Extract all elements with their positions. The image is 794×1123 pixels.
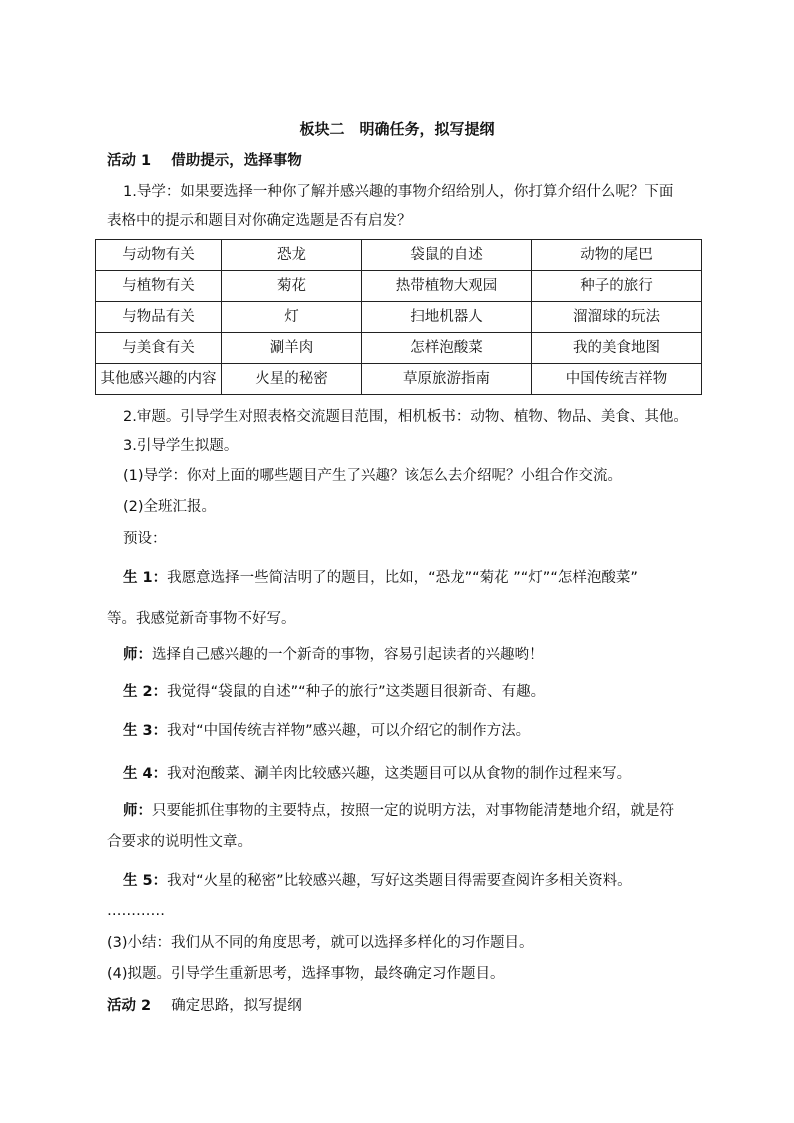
topics-table xyxy=(95,239,702,395)
activity1-label: 活动 1 xyxy=(107,153,152,169)
dialogue-text: 我对泡酸菜、涮羊肉比较感兴趣，这类题目可以从食物的制作过程来写。 xyxy=(167,766,632,782)
table-cell: 与植物有关 xyxy=(96,271,222,302)
dialogue-s3 xyxy=(123,721,530,741)
dialogue-text: 只要能抓住事物的主要特点，按照一定的说明方法，对事物能清楚地介绍，就是符 xyxy=(152,803,674,819)
table-cell: 菊花 xyxy=(222,271,362,302)
table-cell: 袋鼠的自述 xyxy=(362,240,532,271)
speaker-label: 生 1： xyxy=(123,570,168,586)
preset-label: 预设： xyxy=(123,531,167,547)
table-cell: 与物品有关 xyxy=(96,302,222,333)
dialogue-t2 xyxy=(123,801,674,821)
activity1-title: 借助提示，选择事物 xyxy=(171,153,302,169)
activity2-title: 确定思路，拟写提纲 xyxy=(171,998,302,1014)
speaker-label: 生 3： xyxy=(123,723,168,739)
table-cell: 与美食有关 xyxy=(96,333,222,364)
dialogue-s5 xyxy=(123,871,632,891)
step1-line1: 1.导学：如果要选择一种你了解并感兴趣的事物介绍给别人，你打算介绍什么呢？下面 xyxy=(123,184,674,200)
table-cell: 扫地机器人 xyxy=(362,302,532,333)
table-cell: 灯 xyxy=(222,302,362,333)
section-title: 板块二 明确任务，拟写提纲 xyxy=(299,120,495,138)
table-row xyxy=(96,240,702,271)
table-cell: 动物的尾巴 xyxy=(532,240,702,271)
table-cell: 涮羊肉 xyxy=(222,333,362,364)
table-cell: 溜溜球的玩法 xyxy=(532,302,702,333)
activity1-heading xyxy=(107,151,302,171)
table-cell: 火星的秘密 xyxy=(222,364,362,395)
table-row xyxy=(96,364,702,395)
table-cell: 恐龙 xyxy=(222,240,362,271)
step2: 2.审题。引导学生对照表格交流题目范围，相机板书：动物、植物、物品、美食、其他。 xyxy=(123,409,688,425)
dialogue-text: 我对“中国传统吉祥物”感兴趣，可以介绍它的制作方法。 xyxy=(167,723,531,739)
dialogue-t2-cont: 合要求的说明性文章。 xyxy=(107,834,252,850)
table-cell: 草原旅游指南 xyxy=(362,364,532,395)
speaker-label: 生 5： xyxy=(123,873,168,889)
step3-4: (4)拟题。引导学生重新思考，选择事物，最终确定习作题目。 xyxy=(107,966,505,982)
dialogue-text: 我对“火星的秘密”比较感兴趣，写好这类题目得需要查阅许多相关资料。 xyxy=(167,873,632,889)
dialogue-text: 我觉得“袋鼠的自述”“种子的旅行”这类题目很新奇、有趣。 xyxy=(167,684,546,700)
table-row xyxy=(96,302,702,333)
table-row xyxy=(96,333,702,364)
speaker-label: 生 4： xyxy=(123,766,168,782)
table-cell: 其他感兴趣的内容 xyxy=(96,364,222,395)
activity2-heading xyxy=(107,996,302,1016)
step3-2: (2)全班汇报。 xyxy=(123,499,217,515)
table-cell: 种子的旅行 xyxy=(532,271,702,302)
dialogue-s2 xyxy=(123,682,545,702)
table-cell: 怎样泡酸菜 xyxy=(362,333,532,364)
table-cell: 热带植物大观园 xyxy=(362,271,532,302)
speaker-label: 生 2： xyxy=(123,684,168,700)
step1-line2: 表格中的提示和题目对你确定选题是否有启发？ xyxy=(107,213,412,229)
step3: 3.引导学生拟题。 xyxy=(123,438,239,454)
ellipsis: ………… xyxy=(107,903,165,919)
dialogue-s1-cont: 等。我感觉新奇事物不好写。 xyxy=(107,611,296,627)
speaker-label: 师： xyxy=(123,803,152,819)
table-row xyxy=(96,271,702,302)
dialogue-text: 我愿意选择一些简洁明了的题目，比如，“恐龙”“菊花 ”“灯”“怎样泡酸菜” xyxy=(167,570,638,586)
activity2-label: 活动 2 xyxy=(107,998,152,1014)
step3-3: (3)小结：我们从不同的角度思考，就可以选择多样化的习作题目。 xyxy=(107,935,534,951)
table-cell: 我的美食地图 xyxy=(532,333,702,364)
dialogue-t1 xyxy=(123,645,544,665)
dialogue-s4 xyxy=(123,764,631,784)
step3-1: (1)导学：你对上面的哪些题目产生了兴趣？该怎么去介绍呢？小组合作交流。 xyxy=(123,468,623,484)
speaker-label: 师： xyxy=(123,647,152,663)
dialogue-s1 xyxy=(123,568,638,588)
table-cell: 与动物有关 xyxy=(96,240,222,271)
dialogue-text: 选择自己感兴趣的一个新奇的事物，容易引起读者的兴趣哟！ xyxy=(152,647,544,663)
table-cell: 中国传统吉祥物 xyxy=(532,364,702,395)
